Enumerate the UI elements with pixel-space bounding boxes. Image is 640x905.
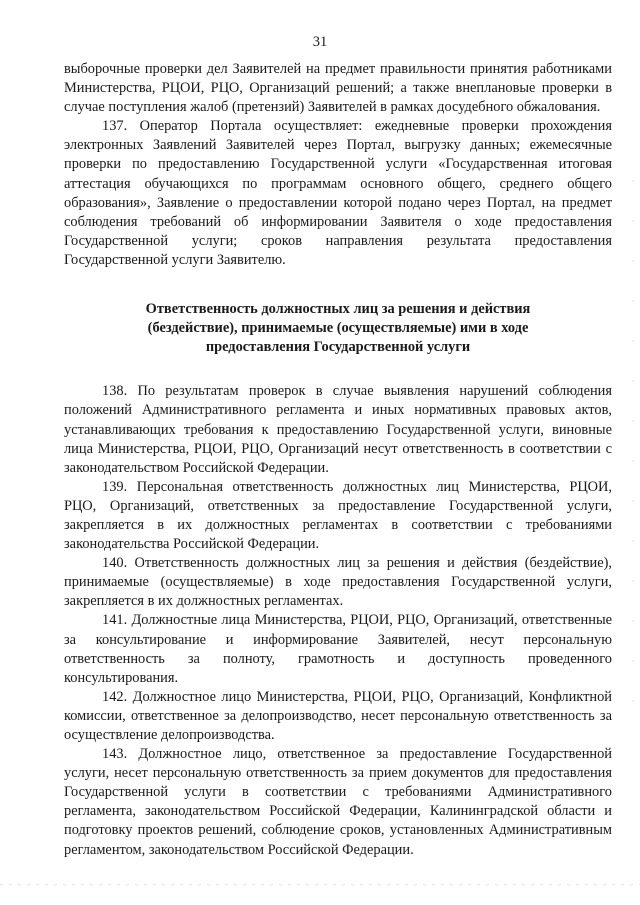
section-heading: Ответственность должностных лиц за решения и действия (бездействие), принимаемые (осуществляемые) ими в ходе предоставления Государственной услуги xyxy=(145,301,531,356)
paragraph-143: 143. Должностное лицо, ответственное за предоставление Государственной услуги, несет персональную ответственность за прием документов для предоставления Государственной услуги в соответствии с требованиями Административного регламента, законодательством Российской Федерации, Калининградской области и подготовку проектов решений, соблюдение сроков, установленных Административным регламентом, законодательством Российской Федерации. xyxy=(64,746,612,858)
paragraph-continued: выборочные проверки дел Заявителей на предмет правильности принятия работниками Министерства, РЦОИ, РЦО, Организаций решений; а также внеплановые проверки в случае поступления жалоб (претензий) Заявителей в рамках досудебного обжалования. xyxy=(64,61,612,116)
paragraph-137: 137. Оператор Портала осуществляет: ежедневные проверки прохождения электронных Заявлений Заявителей через Портал, выгрузку данных; ежемесячные проверки по предоставлению Государственной услуги «Государственная итоговая аттестация обучающихся по программам основного общего, среднего общего образования», Заявление о предоставлении которой подано через Портал, на предмет соблюдения требований об информировании Заявителя о ходе предоставления Государственной услуги; сроков направления результата предоставления Государственной услуги Заявителю. xyxy=(64,118,612,268)
paragraph-142: 142. Должностное лицо Министерства, РЦОИ, РЦО, Организаций, Конфликтной комиссии, ответственное за делопроизводство, несет персональную ответственность за осуществление делопроизводства. xyxy=(64,688,612,743)
scan-artifact-footer-line xyxy=(0,884,640,885)
paragraph-139: 139. Персональная ответственность должностных лиц Министерства, РЦОИ, РЦО, Организаций, ответственных за предоставление Государственной услуги, закрепляется в их должностных регламентах в соответствии с требованиями законодательства Российской Федерации. xyxy=(64,478,612,553)
paragraph-138: 138. По результатам проверок в случае выявления нарушений соблюдения положений Административного регламента и иных нормативных правовых актов, устанавливающих требования к предоставлению Государственной услуги, виновные лица Министерства, РЦОИ, РЦО, Организаций несут ответственность в соответствии с законодательством Российской Федерации. xyxy=(64,383,612,476)
paragraph-140: 140. Ответственность должностных лиц за решения и действия (бездействие), принимаемые (осуществляемые) в ходе предоставления Государственной услуги, закрепляется в их должностных регламентах. xyxy=(64,555,612,610)
scan-artifact-gutter xyxy=(632,180,634,740)
document-body xyxy=(64,60,612,860)
page-number: 31 xyxy=(312,34,328,50)
paragraph-141: 141. Должностные лица Министерства, РЦОИ, РЦО, Организаций, ответственные за консультирование и информирование Заявителей, несут персональную ответственность за полноту, грамотность и доступность проведенного консультирования. xyxy=(64,612,612,686)
